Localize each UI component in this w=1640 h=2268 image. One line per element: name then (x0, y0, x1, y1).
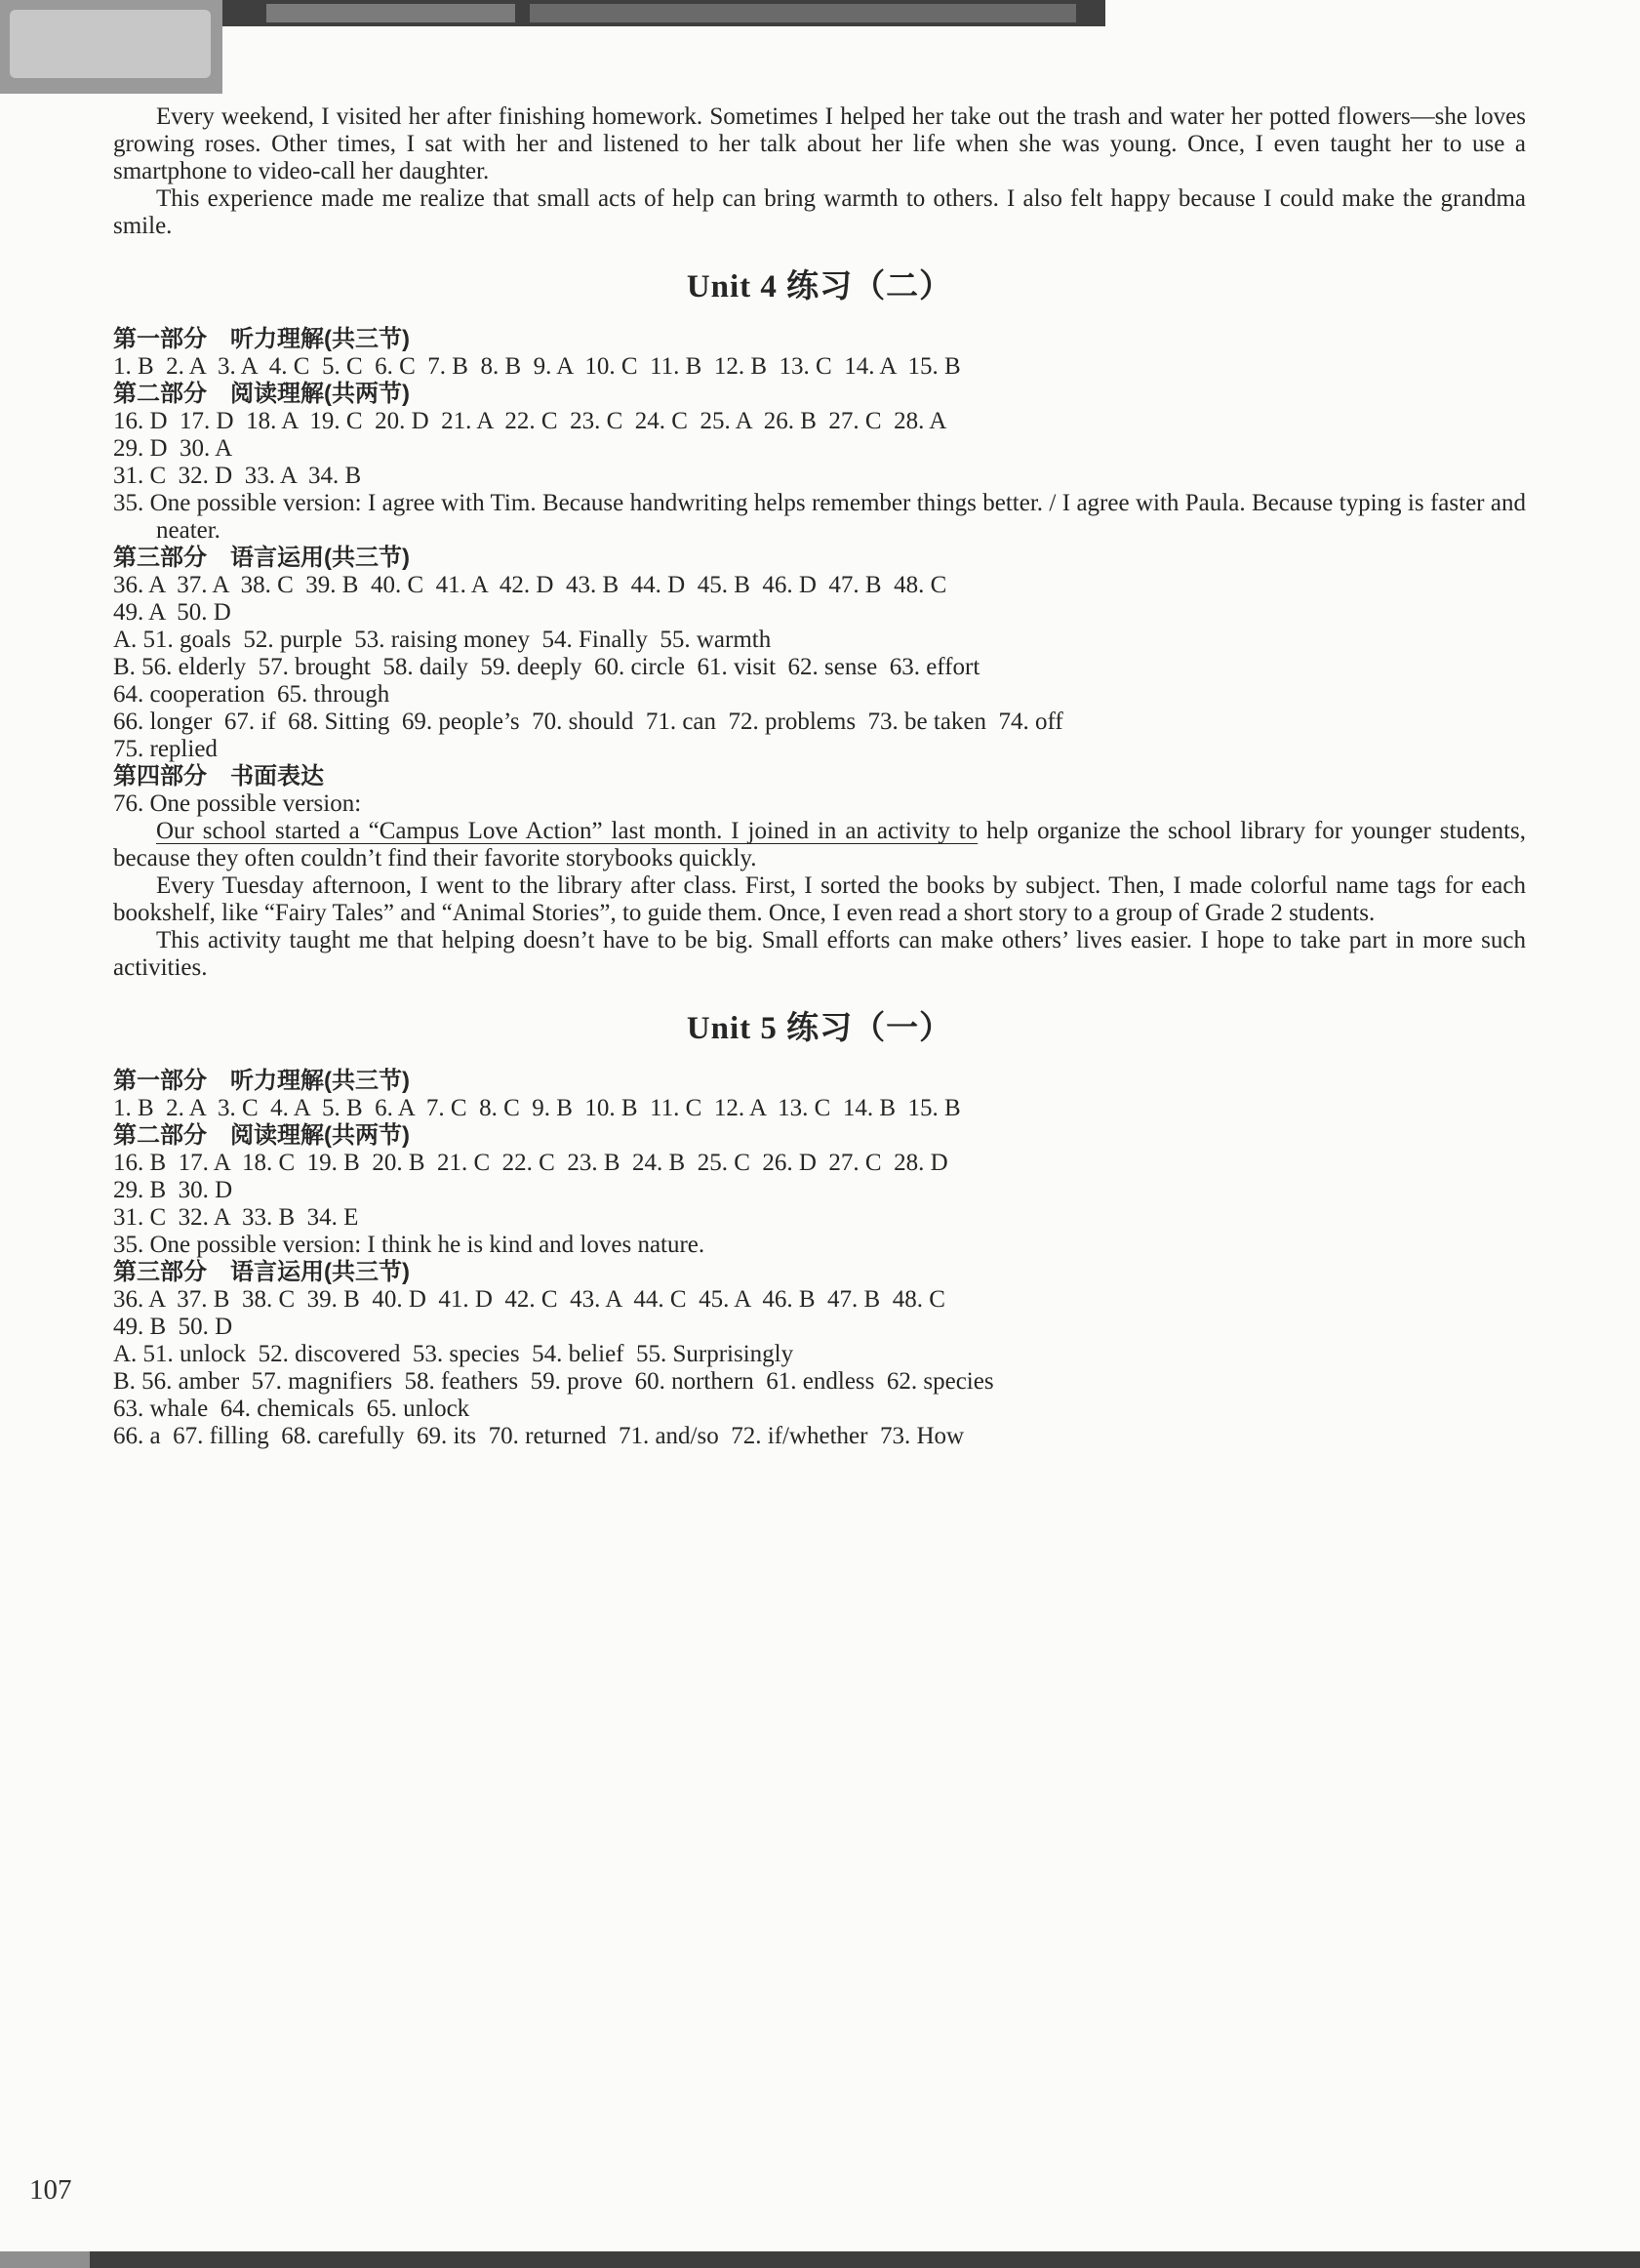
scan-artifact-top-band-segment-1 (266, 4, 515, 22)
unit5-part3-heading: 第三部分 语言运用(共三节) (113, 1259, 410, 1285)
unit5-part2-answer-35: 35. One possible version: I think he is kind and loves nature. (113, 1232, 705, 1258)
scan-artifact-top-band (222, 0, 1105, 26)
unit4-part3-answers-line-7: 75. replied (113, 736, 218, 762)
unit4-part2-answers-line-1: 16. D 17. D 18. A 19. C 20. D 21. A 22. C 23. C 24. C 25. A 26. B 27. C 28. A (113, 408, 947, 434)
unit5-part3-answers-line-3: A. 51. unlock 52. discovered 53. species 54. belief 55. Surprisingly (113, 1341, 794, 1367)
unit4-part3-answers-line-2: 49. A 50. D (113, 599, 231, 626)
unit4-part2-heading: 第二部分 阅读理解(共两节) (113, 381, 410, 407)
unit4-essay-paragraph-3: This activity taught me that helping doesn’t have to be big. Small efforts can make others’ lives easier. I hope to take part in more such activities. (113, 927, 1526, 981)
unit4-essay-paragraph-1-rest: help organize the school library for younger students, because they often couldn’t find their favorite storybooks quickly. (113, 818, 1527, 871)
unit4-part2-answers-line-3: 31. C 32. D 33. A 34. B (113, 463, 362, 489)
unit4-essay-underlined-opening: Our school started a “Campus Love Action” last month. I joined in an activity to (156, 818, 979, 844)
unit4-essay-paragraph-2: Every Tuesday afternoon, I went to the library after class. First, I sorted the books by subject. Then, I made colorful name tags for each bookshelf, like “Fairy Tales” and “Animal Stories”, to guide them. Once, I even read a short story to a group of Grade 2 students. (113, 872, 1526, 926)
page-number: 107 (29, 2174, 72, 2206)
scan-artifact-top-left-block (0, 0, 222, 94)
unit5-part1-heading: 第一部分 听力理解(共三节) (113, 1068, 410, 1094)
unit4-part3-answers-line-6: 66. longer 67. if 68. Sitting 69. people’s 70. should 71. can 72. problems 73. be taken 74. off (113, 709, 1063, 735)
unit5-part1-answers: 1. B 2. A 3. C 4. A 5. B 6. A 7. C 8. C 9. B 10. B 11. C 12. A 13. C 14. B 15. B (113, 1095, 961, 1121)
unit4-part3-answers-line-1: 36. A 37. A 38. C 39. B 40. C 41. A 42. D 43. B 44. D 45. B 46. D 47. B 48. C (113, 572, 947, 598)
unit4-answer-76-intro: 76. One possible version: (113, 790, 362, 817)
unit4-part1-answers: 1. B 2. A 3. A 4. C 5. C 6. C 7. B 8. B 9. A 10. C 11. B 12. B 13. C 14. A 15. B (113, 353, 961, 380)
continued-answer-paragraph-1: Every weekend, I visited her after finishing homework. Sometimes I helped her take out the trash and water her potted flowers—she loves growing roses. Other times, I sat with her and listened to her talk about her life when she was young. Once, I even taught her to use a smartphone to video-call her daughter. (113, 103, 1526, 184)
unit4-part3-heading: 第三部分 语言运用(共三节) (113, 545, 410, 571)
unit5-part2-heading: 第二部分 阅读理解(共两节) (113, 1122, 410, 1149)
scan-artifact-bottom-band-left (0, 2251, 90, 2268)
unit4-essay-paragraph-1 (113, 818, 1526, 872)
unit5-part3-answers-line-1: 36. A 37. B 38. C 39. B 40. D 41. D 42. C 43. A 44. C 45. A 46. B 47. B 48. C (113, 1286, 945, 1313)
continued-answer-paragraph-2: This experience made me realize that small acts of help can bring warmth to others. I also felt happy because I could make the grandma smile. (113, 185, 1526, 239)
unit5-part2-answers-line-2: 29. B 30. D (113, 1177, 233, 1203)
unit4-part3-answers-line-4: B. 56. elderly 57. brought 58. daily 59. deeply 60. circle 61. visit 62. sense 63. effort (113, 654, 980, 680)
unit4-part3-answers-line-5: 64. cooperation 65. through (113, 681, 390, 708)
scan-artifact-top-band-segment-2 (530, 4, 1076, 22)
unit5-part3-answers-line-6: 66. a 67. filling 68. carefully 69. its 70. returned 71. and/so 72. if/whether 73. How (113, 1423, 965, 1449)
unit4-part3-answers-line-3: A. 51. goals 52. purple 53. raising money 54. Finally 55. warmth (113, 627, 772, 653)
unit5-title: Unit 5 练习（一） (686, 1011, 953, 1046)
unit4-title: Unit 4 练习（二） (686, 269, 953, 304)
unit4-part4-heading: 第四部分 书面表达 (113, 763, 324, 790)
unit4-part2-answers-line-2: 29. D 30. A (113, 435, 233, 462)
page-content (113, 103, 1526, 1450)
unit5-part3-answers-line-5: 63. whale 64. chemicals 65. unlock (113, 1396, 470, 1422)
unit5-part3-answers-line-2: 49. B 50. D (113, 1314, 233, 1340)
unit4-part2-answer-35: 35. One possible version: I agree with Tim. Because handwriting helps remember things better. / I agree with Paula. Because typing is faster and neater. (113, 490, 1526, 544)
scan-artifact-top-left-inner (10, 10, 211, 78)
unit4-part1-heading: 第一部分 听力理解(共三节) (113, 326, 410, 352)
unit5-part2-answers-line-1: 16. B 17. A 18. C 19. B 20. B 21. C 22. C 23. B 24. B 25. C 26. D 27. C 28. D (113, 1150, 948, 1176)
unit5-part2-answers-line-3: 31. C 32. A 33. B 34. E (113, 1204, 359, 1231)
unit5-part3-answers-line-4: B. 56. amber 57. magnifiers 58. feathers 59. prove 60. northern 61. endless 62. species (113, 1368, 994, 1395)
scan-artifact-bottom-band (0, 2251, 1640, 2268)
